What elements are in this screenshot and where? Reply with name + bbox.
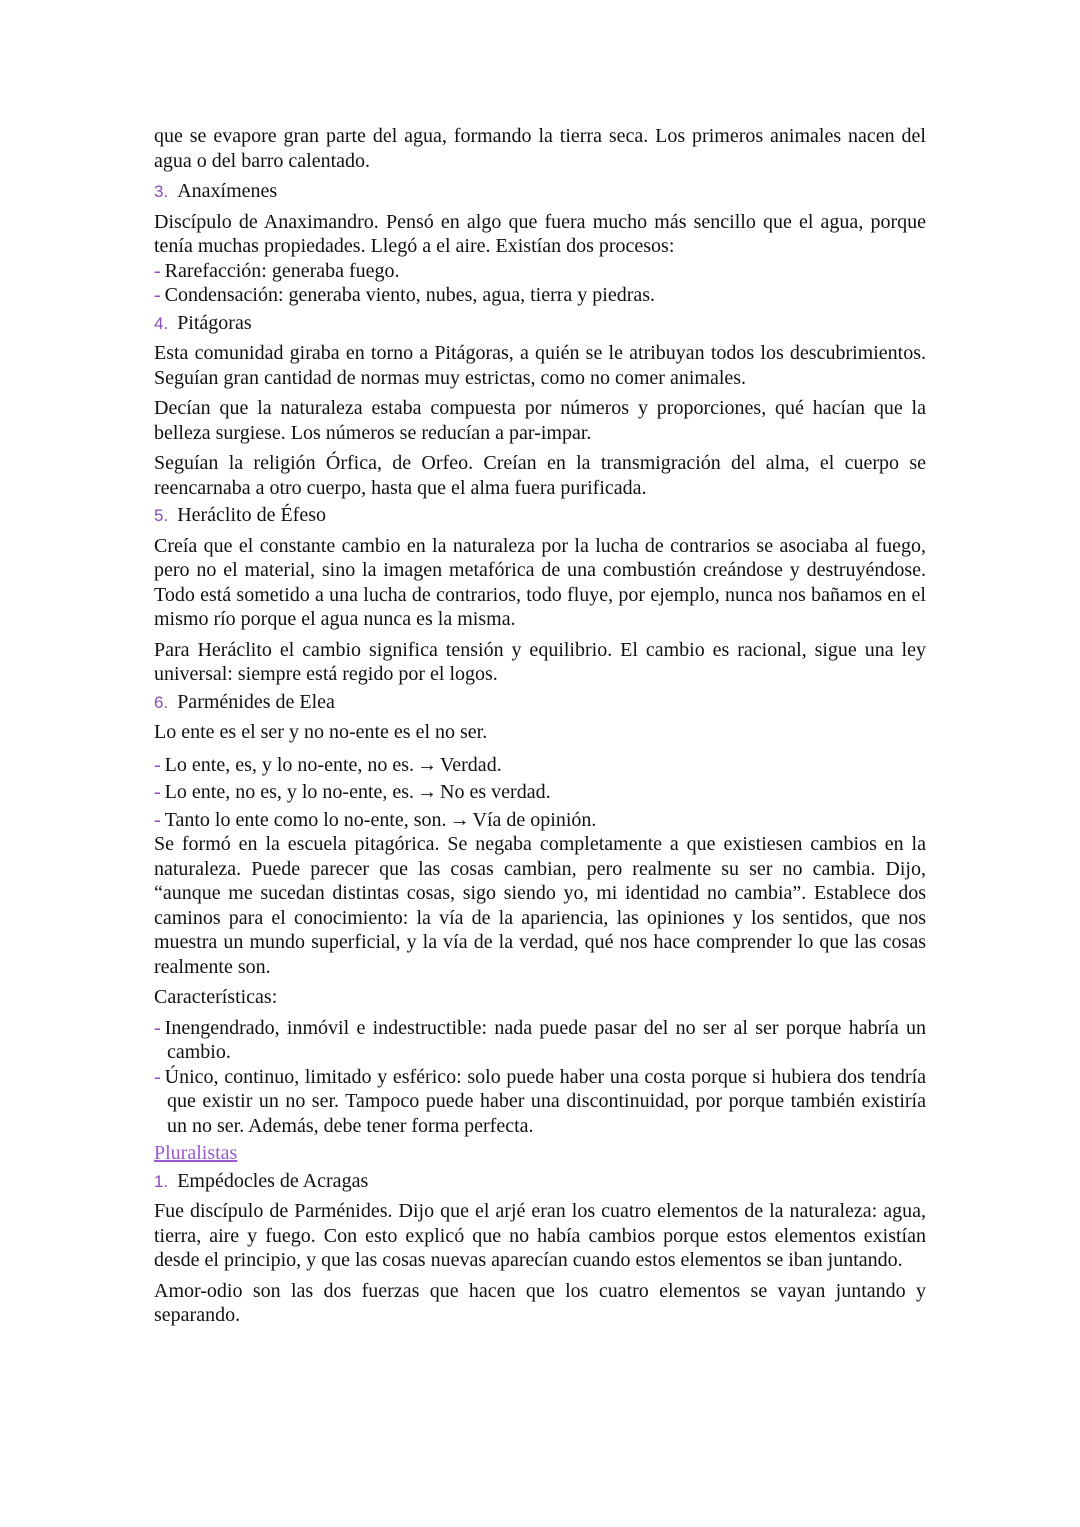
paragraph: Seguían la religión Órfica, de Orfeo. Creían en la transmigración del alma, el cuerpo se reencarnaba a otro cuerpo, hasta que el alma fuera purificada. [154,452,926,499]
heading-empedocles [154,1169,926,1195]
list-item: - Tanto lo ente como lo no-ente, son. → Vía de opinión. [154,808,597,831]
list-item: - Lo ente, es, y lo no-ente, no es. → Verdad. [154,753,502,776]
arrow-icon: → [417,781,438,803]
paragraph: Amor-odio son las dos fuerzas que hacen que los cuatro elementos se vayan juntando y separando. [154,1279,926,1326]
arrow-icon: → [417,753,438,776]
list-item: - Rarefacción: generaba fuego. [154,259,400,282]
paragraph: Discípulo de Anaximandro. Pensó en algo que fuera mucho más sencillo que el agua, porque tenía muchas propiedades. Llegó a el aire. Existían dos procesos: [154,210,926,257]
document-page [154,124,926,1328]
paragraph: que se evapore gran parte del agua, formando la tierra seca. Los primeros animales nacen del agua o del barro calentado. [154,125,926,172]
heading-number: 1. [154,1171,169,1191]
heading-title: Empédocles de Acragas [177,1169,369,1192]
heading-title: Parménides de Elea [177,690,335,713]
list-item: - Inengendrado, inmóvil e indestructible: nada puede pasar del no ser al ser porque habría un cambio. [154,1016,926,1063]
list-item: - Lo ente, no es, y lo no-ente, es. → No es verdad. [154,781,551,803]
heading-number: 4. [154,313,169,333]
heading-number: 6. [154,692,169,712]
heading-anaximenes [154,179,926,205]
paragraph: Características: [154,986,278,1008]
heading-heraclito [154,503,926,529]
paragraph: Creía que el constante cambio en la naturaleza por la lucha de contrarios se asociaba al fuego, pero no el material, sino la imagen metafórica de una combustión creándose y destruyéndose. Todo está sometido a una lucha de contrarios, todo fluye, por ejemplo, nunca nos bañamos en el mismo río porque el agua nunca es la misma. [154,534,926,630]
heading-number: 3. [154,182,169,201]
paragraph: Se formó en la escuela pitagórica. Se negaba completamente a que existiesen cambios en la naturaleza. Puede parecer que las cosas cambian, pero realmente su ser no cambia. Dijo, “aunque me sucedan distintas cosas, sigo siendo yo, mi identidad no cambia”. Establece dos caminos para el conocimiento: la vía de la apariencia, las opiniones y los sentidos, que nos muestra un mundo superficial, y la vía de la verdad, qué nos hace comprender lo que las cosas realmente son. [154,833,926,978]
paragraph: Lo ente es el ser y no no-ente es el no ser. [154,721,488,743]
paragraph: Decían que la naturaleza estaba compuesta por números y proporciones, qué hacían que la belleza surgiese. Los números se reducían a par-impar. [154,397,926,444]
paragraph: Para Heráclito el cambio significa tensión y equilibrio. El cambio es racional, sigue una ley universal: siempre está regido por el logos. [154,638,926,685]
list-item: - Condensación: generaba viento, nubes, agua, tierra y piedras. [154,284,656,306]
heading-parmenides [154,690,926,716]
arrow-icon: → [449,808,470,831]
heading-number: 5. [154,506,169,525]
paragraph: Esta comunidad giraba en torno a Pitágoras, a quién se le atribuyan todos los descubrimientos. Seguían gran cantidad de normas muy estrictas, como no comer animales. [154,342,926,389]
list-item: - Único, continuo, limitado y esférico: solo puede haber una costa porque si hubiera dos tendría que existir un no ser. Tampoco puede haber una discontinuidad, por porque también existiría un no ser. Además, debe tener forma perfecta. [154,1065,926,1137]
heading-title: Heráclito de Éfeso [177,504,327,526]
heading-pitagoras [154,311,926,337]
heading-title: Anaxímenes [177,180,278,202]
section-link-pluralistas[interactable]: Pluralistas [154,1142,238,1164]
paragraph: Fue discípulo de Parménides. Dijo que el arjé eran los cuatro elementos de la naturaleza: agua, tierra, aire y fuego. Con esto explicó que no había cambios porque estos elementos existían desde el principio, y que las cosas nuevas aparecían cuando estos elementos se iban juntando. [154,1200,926,1271]
heading-title: Pitágoras [177,311,252,334]
